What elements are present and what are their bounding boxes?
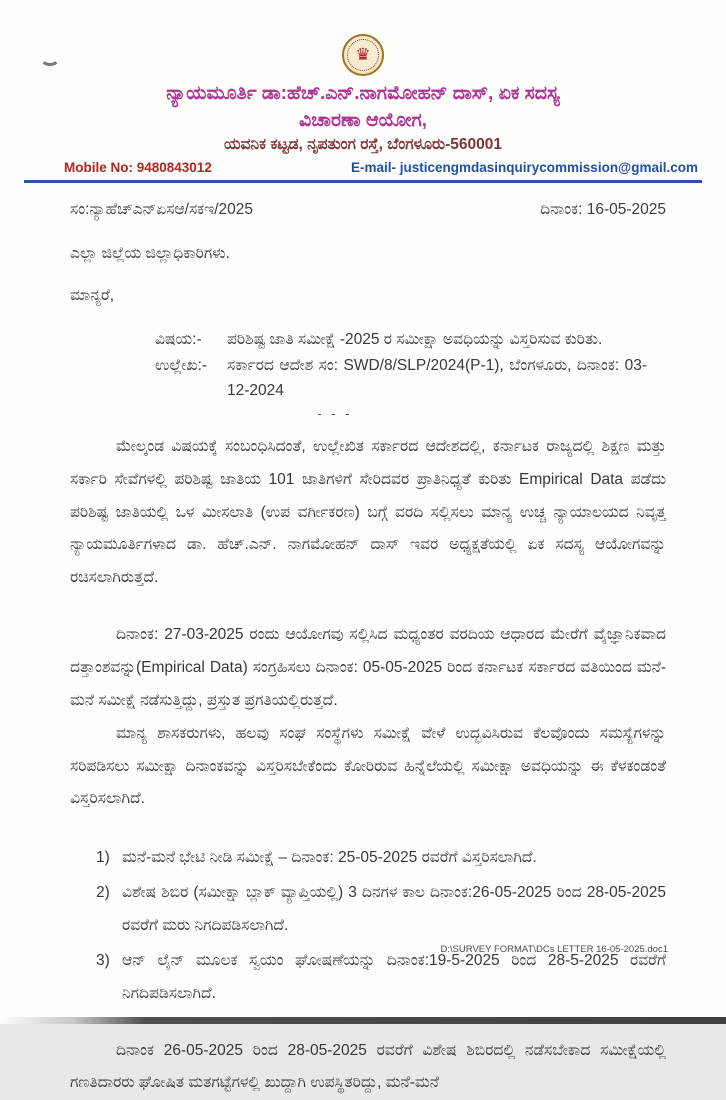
karnataka-government-emblem-icon xyxy=(342,34,384,76)
contact-row xyxy=(64,160,698,175)
mobile-number: Mobile No: 9480843012 xyxy=(64,160,212,176)
paragraph-3: ಮಾನ್ಯ ಶಾಸಕರುಗಳು, ಹಲವು ಸಂಘ ಸಂಸ್ಥೆಗಳು ಸಮೀಕ್ಷೆ ವೇಳೆ ಉದ್ಭವಿಸಿರುವ ಕೆಲವೊಂದು ಸಮಸ್ಯೆಗಳನ್ನು ಸರಿಪಡಿಸಲು ಸಮೀಕ್ಷಾ ದಿನಾಂಕವನ್ನು ವಿಸ್ತರಿಸಬೇಕೆಂದು ಕೋರಿರುವ ಹಿನ್ನೆಲೆಯಲ್ಲಿ ಸಮೀಕ್ಷಾ ಅವಧಿಯನ್ನು ಈ ಕೆಳಕಂಡಂತೆ ವಿಸ್ತರಿಸಲಾಗಿದೆ. xyxy=(70,724,666,808)
list-item-number: 3) xyxy=(96,951,110,969)
letter-body xyxy=(0,183,726,1100)
emblem-crest-icon: ♛ xyxy=(355,44,371,65)
list-item-text: ಮನೆ-ಮನೆ ಭೇಟಿ ನೀಡಿ ಸಮೀಕ್ಷೆ – ದಿನಾಂಕ: 25-05-2025 ರವರೆಗೆ ವಿಸ್ತರಿಸಲಾಗಿದೆ. xyxy=(122,849,537,867)
scan-corner-artifact xyxy=(40,50,60,66)
salutation-line: ಮಾನ್ಯರೆ, xyxy=(70,287,115,305)
letter-date: ದಿನಾಂಕ: 16-05-2025 xyxy=(540,201,666,219)
dash-separator: - - - xyxy=(317,405,353,421)
commission-title-line2: ವಿಚಾರಣಾ ಆಯೋಗ, xyxy=(299,109,427,131)
commission-address: ಯವನಿಕ ಕಟ್ಟಡ, ನೃಪತುಂಗ ರಸ್ತೆ, ಬೆಂಗಳೂರು-560001 xyxy=(224,136,502,154)
emblem-ring xyxy=(347,39,379,71)
closing-paragraph: ದಿನಾಂಕ 26-05-2025 ರಿಂದ 28-05-2025 ರವರೆಗೆ ವಿಶೇಷ ಶಿಬಿರದಲ್ಲಿ ನಡೆಸಬೇಕಾದ ಸಮೀಕ್ಷೆಯಲ್ಲಿ ಗಣತಿದಾರರು ಘೋಷಿತ ಮತಗಟ್ಟೆಗಳಲ್ಲಿ ಖುದ್ದಾಗಿ ಉಪಸ್ಥಿತರಿದ್ದು, ಮನೆ-ಮನೆ xyxy=(70,1041,666,1092)
paragraph-2: ದಿನಾಂಕ: 27-03-2025 ರಂದು ಆಯೋಗವು ಸಲ್ಲಿಸಿದ ಮಧ್ಯಂತರ ವರದಿಯ ಆಧಾರದ ಮೇರೆಗೆ ವೈಜ್ಞಾನಿಕವಾದ ದತ್ತಾಂಶವನ್ನು(Empirical Data) ಸಂಗ್ರಹಿಸಲು ದಿನಾಂಕ: 05-05-2025 ರಿಂದ ಕರ್ನಾಟಕ ಸರ್ಕಾರದ ವತಿಯಿಂದ ಮನೆ-ಮನೆ ಸಮೀಕ್ಷೆ ನಡೆಸುತ್ತಿದ್ದು, ಪ್ರಸ್ತುತ ಪ್ರಗತಿಯಲ್ಲಿರುತ್ತದೆ. xyxy=(70,626,666,709)
reference-text: ಸರ್ಕಾರದ ಆದೇಶ ಸಂ: SWD/8/SLP/2024(P-1), ಬೆಂಗಳೂರು, ದಿನಾಂಕ: 03-12-2024 xyxy=(227,356,647,400)
list-item xyxy=(96,877,666,943)
subject-label: ವಿಷಯ:- xyxy=(155,331,202,349)
list-item-number: 2) xyxy=(96,884,110,902)
reference-row xyxy=(155,353,666,404)
meta-row xyxy=(70,201,666,219)
document-file-path: D:\SURVEY FORMAT\DCs LETTER 16-05-2025.doc1 xyxy=(440,944,668,955)
letterhead xyxy=(0,0,726,183)
email-address: E-mail- justicengmdasinquirycommission@gmail.com xyxy=(351,160,698,176)
recipient-line: ಎಲ್ಲಾ ಜಿಲ್ಲೆಯ ಜಿಲ್ಲಾಧಿಕಾರಿಗಳು. xyxy=(70,245,230,263)
commission-title-line1: ನ್ಯಾಯಮೂರ್ತಿ ಡಾ:ಹೆಚ್.ಎನ್.ನಾಗಮೋಹನ್ ದಾಸ್, ಏಕ ಸದಸ್ಯ xyxy=(166,83,560,104)
scan-bottom-edge-artifact xyxy=(0,1017,726,1024)
subject-block xyxy=(155,327,666,421)
list-item-text: ವಿಶೇಷ ಶಿಬಿರ (ಸಮೀಕ್ಷಾ ಬ್ಲಾಕ್ ವ್ಯಾಪ್ತಿಯಲ್ಲಿ) 3 ದಿನಗಳ ಕಾಲ ದಿನಾಂಕ:26-05-2025 ರಿಂದ 28-05-2025 ರವರೆಗೆ ಮರು ನಿಗದಿಪಡಿಸಲಾಗಿದೆ. xyxy=(122,884,666,935)
paragraph-1: ಮೇಲ್ಕಂಡ ವಿಷಯಕ್ಕೆ ಸಂಬಂಧಿಸಿದಂತೆ, ಉಲ್ಲೇಖಿತ ಸರ್ಕಾರದ ಆದೇಶದಲ್ಲಿ, ಕರ್ನಾಟಕ ರಾಜ್ಯದಲ್ಲಿ ಶಿಕ್ಷಣ ಮತ್ತು ಸರ್ಕಾರಿ ಸೇವೆಗಳಲ್ಲಿ ಪರಿಶಿಷ್ಟ ಜಾತಿಯ 101 ಜಾತಿಗಳಿಗೆ ಸೇರಿದವರ ಪ್ರಾತಿನಿಧ್ಯತೆ ಕುರಿತು Empirical Data ಪಡೆದು ಪರಿಶಿಷ್ಟ ಜಾತಿಯಲ್ಲಿ ಒಳ ಮೀಸಲಾತಿ (ಉಪ ವರ್ಗೀಕರಣ) ಬಗ್ಗೆ ವರದಿ ಸಲ್ಲಿಸಲು ಮಾನ್ಯ ಉಚ್ಚ ನ್ಯಾಯಾಲಯದ ನಿವೃತ್ತ ನ್ಯಾಯಮೂರ್ತಿಗಳಾದ ಡಾ. ಹೆಚ್.ಎನ್. ನಾಗಮೋಹನ್ ದಾಸ್ ಇವರ ಅಧ್ಯಕ್ಷತೆಯಲ್ಲಿ ಏಕ ಸದಸ್ಯ ಆಯೋಗವನ್ನು ರಚಿಸಲಾಗಿರುತ್ತದೆ. xyxy=(70,437,666,587)
extension-list xyxy=(96,842,666,1010)
list-item-number: 1) xyxy=(96,849,110,867)
reference-label: ಉಲ್ಲೇಖ:- xyxy=(155,356,208,374)
subject-text: ಪರಿಶಿಷ್ಟ ಜಾತಿ ಸಮೀಕ್ಷೆ -2025 ರ ಸಮೀಕ್ಷಾ ಅವಧಿಯನ್ನು ವಿಸ್ತರಿಸುವ ಕುರಿತು. xyxy=(227,331,603,349)
list-item xyxy=(96,842,666,875)
reference-number: ಸಂ:ನ್ಯಾಹೆಚ್‌ಎನ್‌ಏಸಆ/ಸಕಇ/2025 xyxy=(70,201,254,219)
list-item-text: ಆನ್ ಲೈನ್ ಮೂಲಕ ಸ್ವಯಂ ಘೋಷಣೆಯನ್ನು ದಿನಾಂಕ:19-5-2025 ರಿಂದ 28-5-2025 ರವರೆಗೆ ನಿಗದಿಪಡಿಸಲಾಗಿದೆ. xyxy=(122,951,666,1002)
subject-row xyxy=(155,327,666,353)
